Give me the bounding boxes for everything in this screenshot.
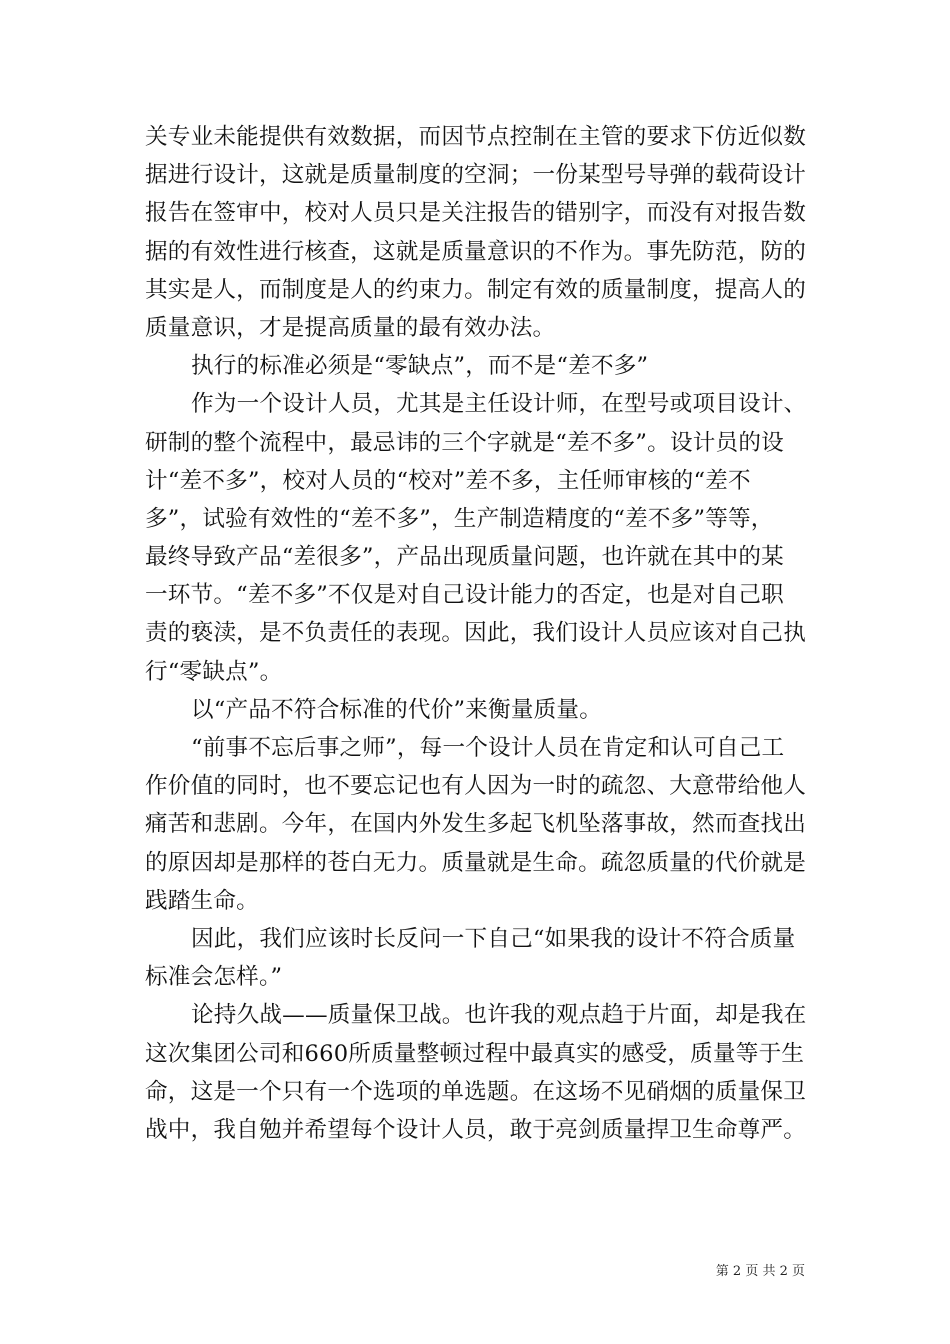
text-line: 据的有效性进行核查，这就是质量意识的不作为。事先防范，防的 [145,238,807,265]
text-line: 一环节。“差不多”不仅是对自己设计能力的否定，也是对自己职 [145,582,784,609]
text-line: 作为一个设计人员，尤其是主任设计师，在型号或项目设计、 [191,391,807,418]
body-text [145,118,825,1149]
text-line: 作价值的同时，也不要忘记也有人因为一时的疏忽、大意带给他人 [145,773,807,800]
text-line: 行“零缺点”。 [145,658,283,685]
text-line: 标准会怎样。” [145,964,283,991]
text-line: 报告在签审中，校对人员只是关注报告的错别字，而没有对报告数 [145,200,807,227]
text-line: 责的亵渎，是不负责任的表现。因此，我们设计人员应该对自己执 [145,620,807,647]
text-line: 痛苦和悲剧。今年，在国内外发生多起飞机坠落事故，然而查找出 [145,811,807,838]
text-line: 计“差不多”，校对人员的“校对”差不多，主任师审核的“差不 [145,467,751,494]
text-line: “前事不忘后事之师”，每一个设计人员在肯定和认可自己工 [191,735,785,761]
text-line: 据进行设计，这就是质量制度的空洞；一份某型号导弹的载荷设计 [145,162,807,189]
page-number-footer: 第 2 页 共 2 页 [715,1264,805,1279]
section-heading: 以“产品不符合标准的代价”来衡量质量。 [191,696,602,723]
text-line: 多”，试验有效性的“差不多”，生产制造精度的“差不多”等等， [145,505,774,532]
text-line: 关专业未能提供有效数据，而因节点控制在主管的要求下仿近似数 [145,124,807,150]
text-line: 研制的整个流程中，最忌讳的三个字就是“差不多”。设计员的设 [145,429,784,456]
text-line: 最终导致产品“差很多”，产品出现质量问题，也许就在其中的某 [145,544,784,571]
section-heading: 执行的标准必须是“零缺点”，而不是“差不多” [191,353,649,380]
text-line: 因此，我们应该时长反问一下自己“如果我的设计不符合质量 [191,925,796,952]
text-line: 践踏生命。 [145,887,259,914]
text-line: 战中，我自勉并希望每个设计人员，敢于亮剑质量捍卫生命尊严。 [145,1116,807,1143]
section-heading: 论持久战——质量保卫战。也许我的观点趋于片面，却是我在 [191,1002,807,1029]
text-line: 这次集团公司和660所质量整顿过程中最真实的感受，质量等于生 [145,1040,805,1067]
text-line: 命，这是一个只有一个选项的单选题。在这场不见硝烟的质量保卫 [145,1078,807,1105]
text-line: 质量意识，才是提高质量的最有效办法。 [145,314,556,341]
text-line: 其实是人，而制度是人的约束力。制定有效的质量制度，提高人的 [145,276,807,303]
text-line: 的原因却是那样的苍白无力。质量就是生命。疏忽质量的代价就是 [145,849,807,876]
